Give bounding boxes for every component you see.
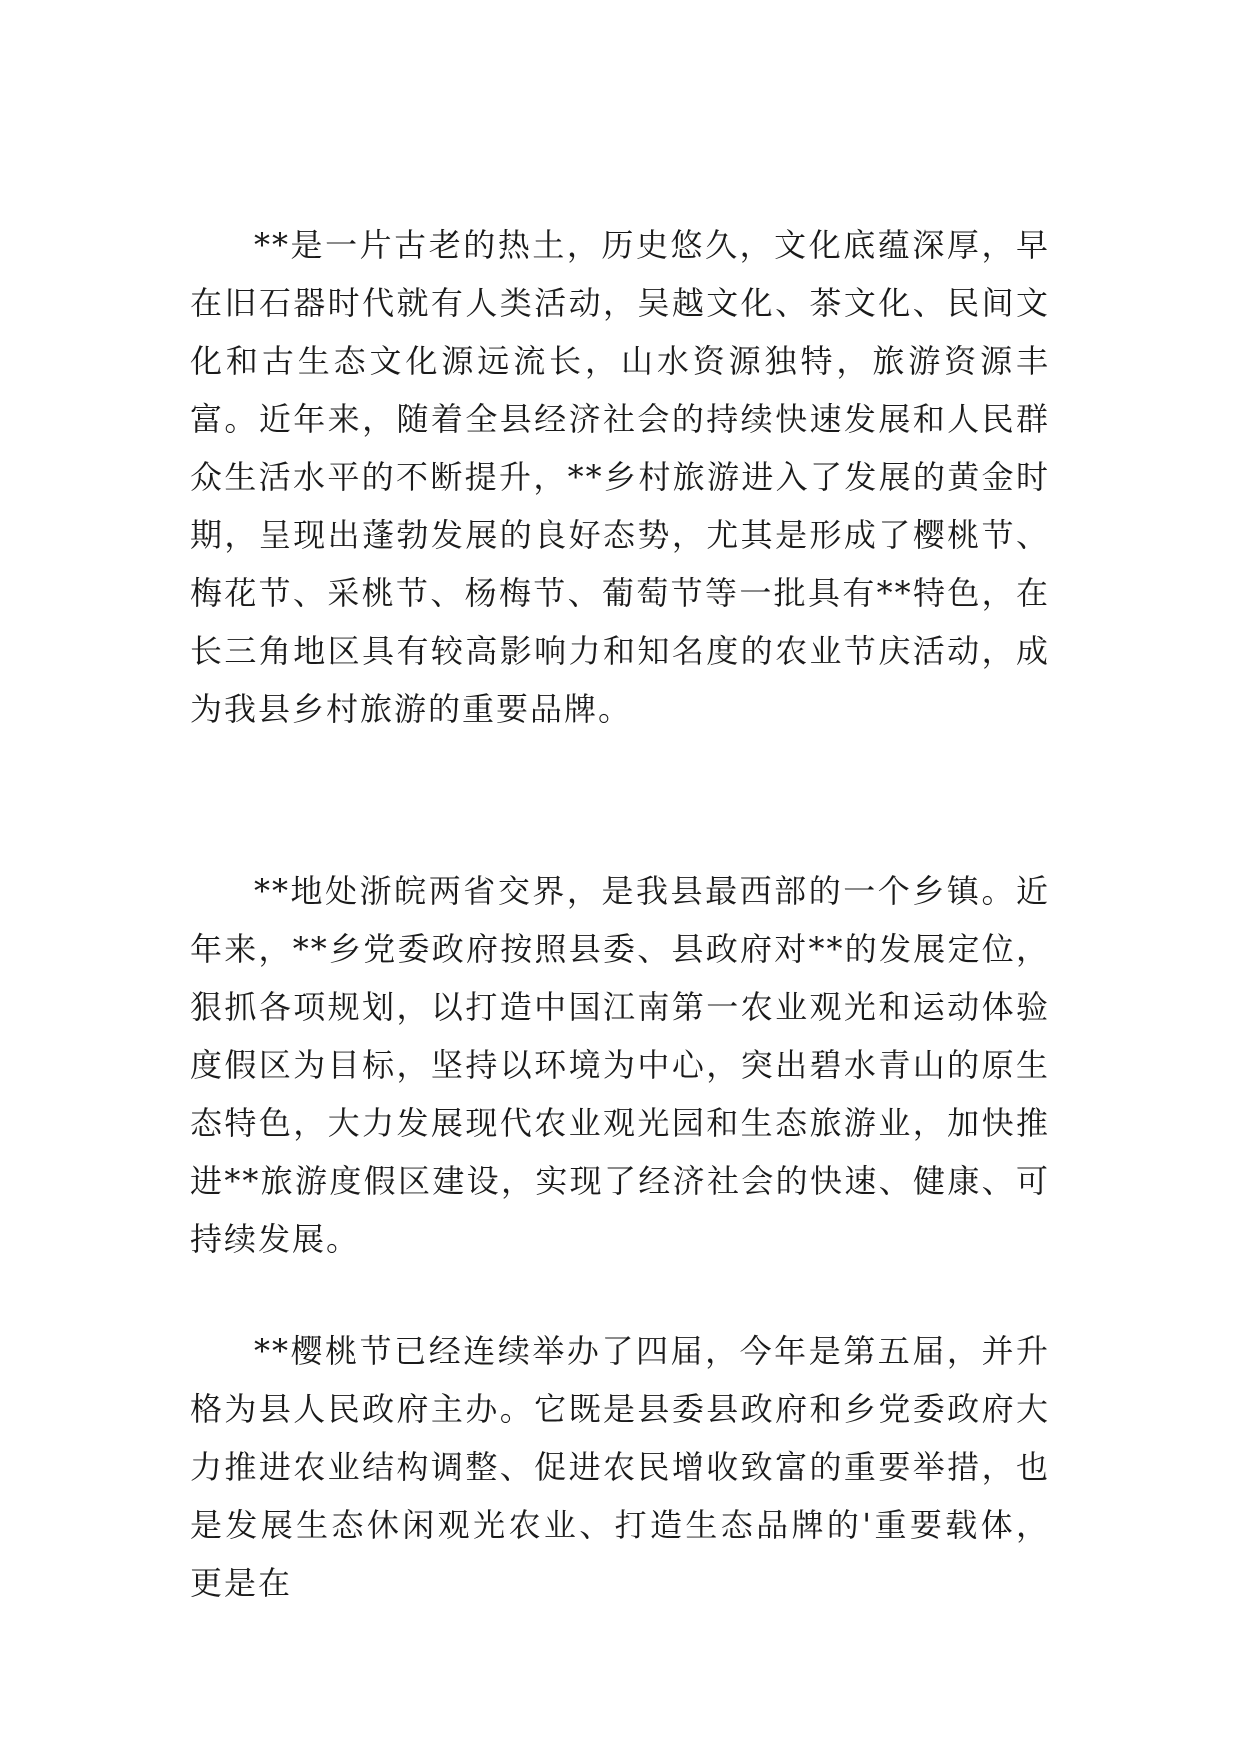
paragraph-cherry-festival: **樱桃节已经连续举办了四届，今年是第五届，并升格为县人民政府主办。它既是县委县政府和乡党委政府大力推进农业结构调整、促进农民增收致富的重要举措，也是发展生态休闲观光农业、打造生态品牌的'重要载体，更是在 [190, 1332, 1050, 1602]
paragraph-tourism-overview: **是一片古老的热土，历史悠久，文化底蕴深厚，早在旧石器时代就有人类活动，吴越文化、茶文化、民间文化和古生态文化源远流长，山水资源独特，旅游资源丰富。近年来，随着全县经济社会的持续快速发展和人民群众生活水平的不断提升，**乡村旅游进入了发展的黄金时期，呈现出蓬勃发展的良好态势，尤其是形成了樱桃节、梅花节、采桃节、杨梅节、葡萄节等一批具有**特色，在长三角地区具有较高影响力和知名度的农业节庆活动，成为我县乡村旅游的重要品牌。 [190, 226, 1050, 728]
paragraph-township-location: **地处浙皖两省交界，是我县最西部的一个乡镇。近年来，**乡党委政府按照县委、县政府对**的发展定位，狠抓各项规划，以打造中国江南第一农业观光和运动体验度假区为目标，坚持以环境为中心，突出碧水青山的原生态特色，大力发展现代农业观光园和生态旅游业，加快推进**旅游度假区建设，实现了经济社会的快速、健康、可持续发展。 [190, 872, 1050, 1258]
